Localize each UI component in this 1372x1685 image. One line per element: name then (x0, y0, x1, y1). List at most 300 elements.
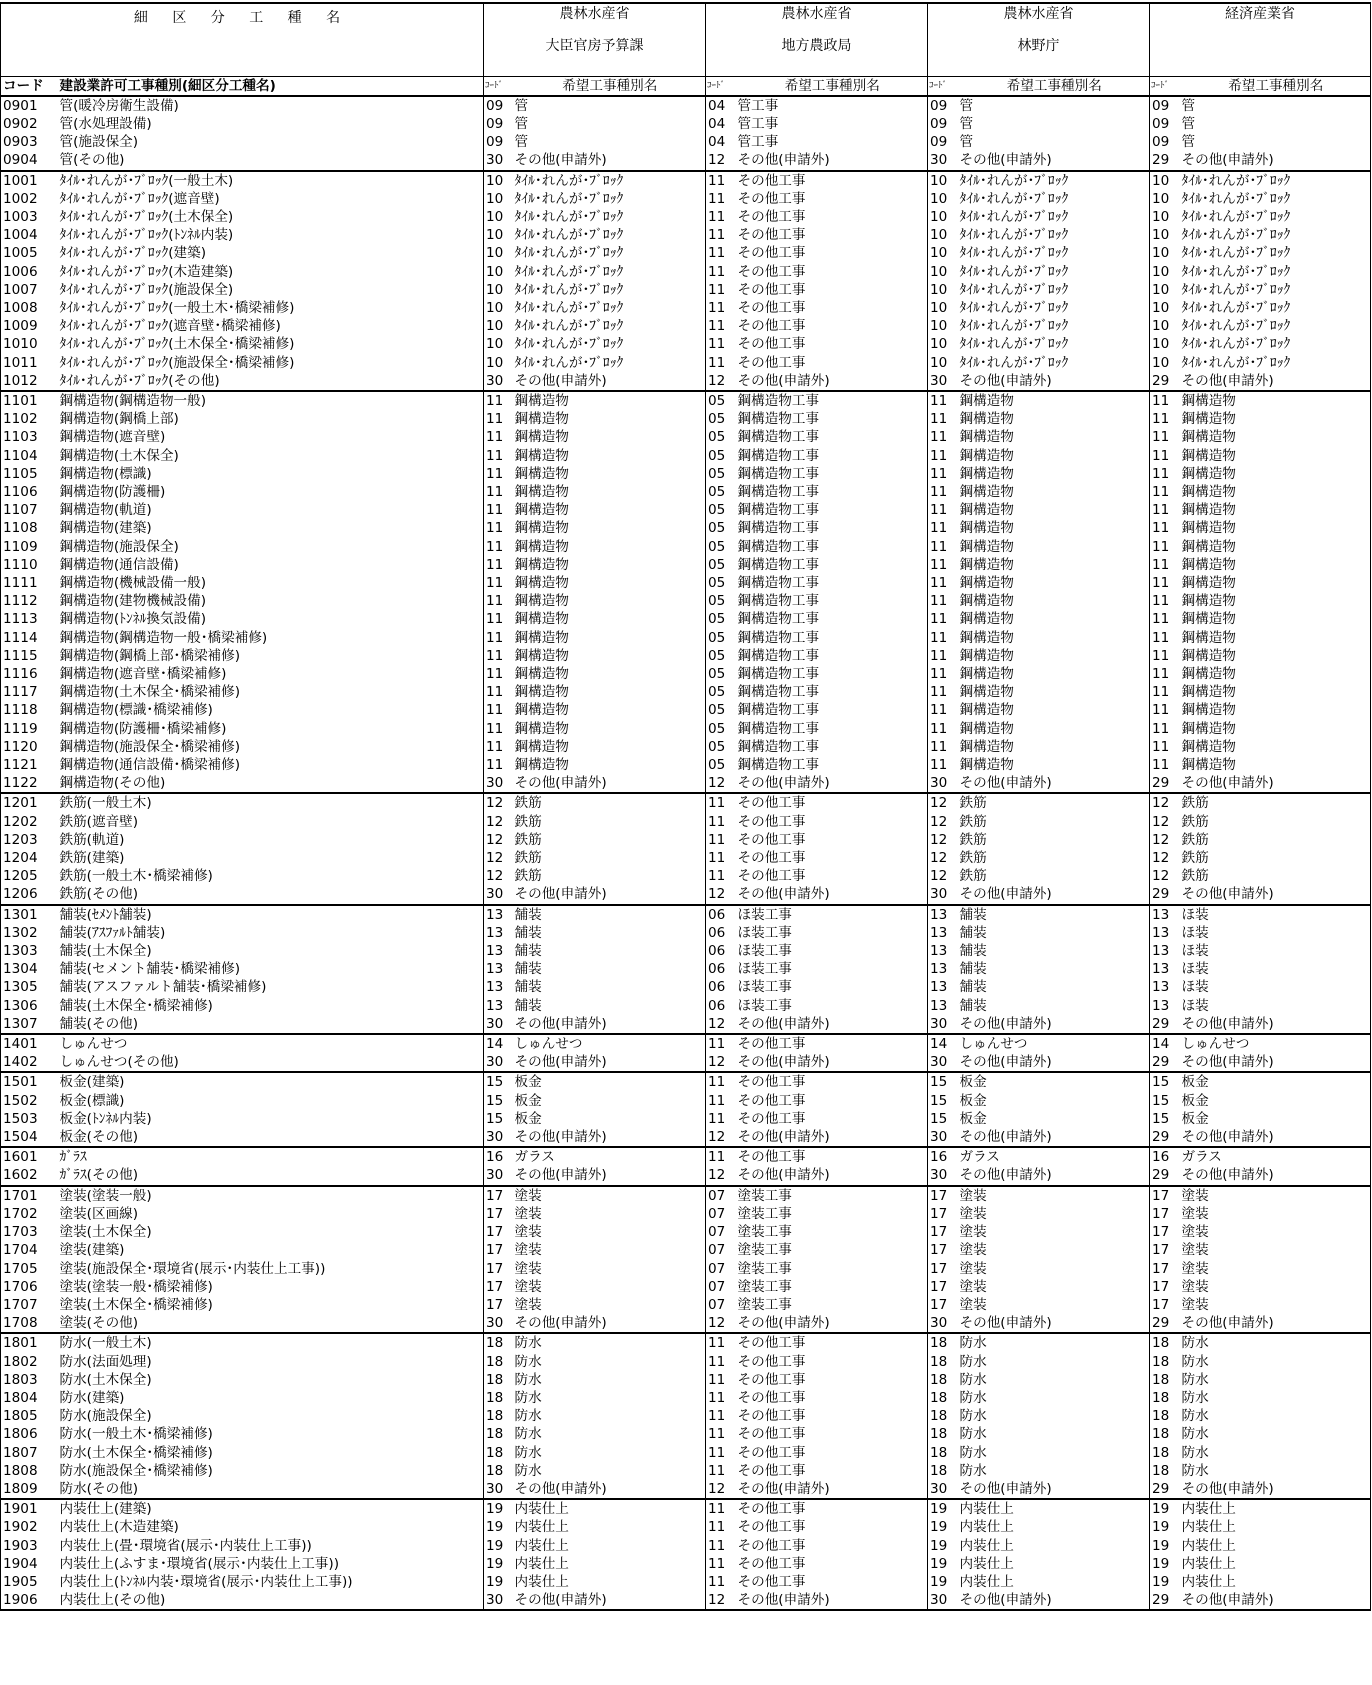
ag3-code: 18 (1150, 1407, 1180, 1425)
ag3-wish-type: ほ装 (1180, 997, 1371, 1015)
ag3-wish-type: ほ装 (1180, 978, 1371, 996)
ag0-wish-type: 鉄筋 (513, 813, 706, 831)
ag3-wish-type: 塗装 (1180, 1296, 1371, 1314)
ag2-code: 17 (928, 1205, 958, 1223)
ag2-code: 18 (928, 1371, 958, 1389)
table-row (1, 428, 1371, 446)
row-code: 1104 (1, 447, 58, 465)
ag1-code: 07 (706, 1278, 736, 1296)
row-license-type: 防水(施設保全･橋梁補修) (58, 1462, 484, 1480)
agency-header-0 (484, 3, 706, 76)
ag3-code: 10 (1150, 317, 1180, 335)
row-license-type: 舗装(土木保全･橋梁補修) (58, 997, 484, 1015)
table-row (1, 391, 1371, 410)
table-body (1, 3, 1371, 1610)
row-license-type: 鋼構造物(標識･橋梁補修) (58, 701, 484, 719)
row-license-type: 鋼構造物(土木保全) (58, 447, 484, 465)
row-license-type: ﾀｲﾙ･れんが･ﾌﾞﾛｯｸ(木造建築) (58, 263, 484, 281)
ag0-code: 10 (484, 317, 513, 335)
ag0-code: 30 (484, 1480, 513, 1499)
row-code: 1501 (1, 1072, 58, 1091)
ag2-code: 13 (928, 942, 958, 960)
ag0-wish-type: その他(申請外) (513, 1314, 706, 1333)
ag2-wish-type: 板金 (958, 1072, 1150, 1091)
ag0-code: 17 (484, 1241, 513, 1259)
ag3-wish-type: その他(申請外) (1180, 372, 1371, 391)
table-row (1, 885, 1371, 904)
ag2-code: 18 (928, 1407, 958, 1425)
row-license-type: 鋼構造物(鋼橋上部･橋梁補修) (58, 647, 484, 665)
ag1-code: 12 (706, 774, 736, 793)
ag2-wish-type: 鋼構造物 (958, 683, 1150, 701)
ag2-code: 11 (928, 501, 958, 519)
ag1-wish-type: その他工事 (736, 813, 928, 831)
ag0-code: 11 (484, 483, 513, 501)
ag3-code: 11 (1150, 665, 1180, 683)
ag3-wish-type: 鋼構造物 (1180, 428, 1371, 446)
ag3-wish-type: 防水 (1180, 1353, 1371, 1371)
ag2-wish-type: 塗装 (958, 1205, 1150, 1223)
ag0-code: 11 (484, 428, 513, 446)
ag1-code: 05 (706, 592, 736, 610)
ag2-wish-type: ﾀｲﾙ･れんが･ﾌﾞﾛｯｸ (958, 317, 1150, 335)
ag0-code: 18 (484, 1462, 513, 1480)
row-license-type: ﾀｲﾙ･れんが･ﾌﾞﾛｯｸ(建築) (58, 244, 484, 262)
ag2-wish-type: 鉄筋 (958, 849, 1150, 867)
ag2-wish-type: 鋼構造物 (958, 647, 1150, 665)
ag0-wish-type: 鋼構造物 (513, 538, 706, 556)
ag3-code: 18 (1150, 1425, 1180, 1443)
table-row (1, 335, 1371, 353)
ag1-wish-type: その他(申請外) (736, 151, 928, 170)
table-row (1, 1555, 1371, 1573)
ag3-code: 19 (1150, 1537, 1180, 1555)
ag1-code: 06 (706, 905, 736, 924)
ag0-wish-type: その他(申請外) (513, 1166, 706, 1185)
ag2-code: 10 (928, 317, 958, 335)
ag2-wish-type: ﾀｲﾙ･れんが･ﾌﾞﾛｯｸ (958, 208, 1150, 226)
ag3-code: 13 (1150, 905, 1180, 924)
agency-header-1 (706, 3, 928, 76)
ag1-code: 11 (706, 171, 736, 190)
ag3-wish-type: 防水 (1180, 1407, 1371, 1425)
row-license-type: 舗装(土木保全) (58, 942, 484, 960)
ag1-wish-type: その他工事 (736, 793, 928, 812)
ag2-wish-type: 防水 (958, 1444, 1150, 1462)
table-row (1, 1537, 1371, 1555)
ag3-wish-type: その他(申請外) (1180, 774, 1371, 793)
row-code: 1701 (1, 1186, 58, 1205)
ag3-wish-type: 塗装 (1180, 1241, 1371, 1259)
table-row (1, 1389, 1371, 1407)
ag0-wish-type: 鋼構造物 (513, 683, 706, 701)
ag3-code: 17 (1150, 1278, 1180, 1296)
row-license-type: ﾀｲﾙ･れんが･ﾌﾞﾛｯｸ(その他) (58, 372, 484, 391)
table-row (1, 738, 1371, 756)
table-row (1, 1110, 1371, 1128)
ag0-wish-type: 防水 (513, 1407, 706, 1425)
ag2-wish-type: 防水 (958, 1353, 1150, 1371)
ag0-code: 15 (484, 1110, 513, 1128)
row-license-type: 塗装(塗装一般･橋梁補修) (58, 1278, 484, 1296)
ag0-wish-type: ﾀｲﾙ･れんが･ﾌﾞﾛｯｸ (513, 299, 706, 317)
ag3-wish-type: 内装仕上 (1180, 1518, 1371, 1536)
ag0-wish-type: 板金 (513, 1110, 706, 1128)
ag2-wish-type: 鋼構造物 (958, 610, 1150, 628)
ag2-wish-type: 防水 (958, 1333, 1150, 1352)
ag1-code: 05 (706, 665, 736, 683)
ag1-wish-type: 塗装工事 (736, 1186, 928, 1205)
row-code: 1503 (1, 1110, 58, 1128)
ag3-code: 29 (1150, 372, 1180, 391)
ag2-code: 11 (928, 519, 958, 537)
table-row (1, 610, 1371, 628)
ag0-code: 17 (484, 1278, 513, 1296)
ag3-wish-type: ﾀｲﾙ･れんが･ﾌﾞﾛｯｸ (1180, 171, 1371, 190)
ag0-wish-type: その他(申請外) (513, 1128, 706, 1147)
ag1-wish-type: ほ装工事 (736, 905, 928, 924)
ag1-code: 04 (706, 96, 736, 115)
ag2-wish-type: その他(申請外) (958, 885, 1150, 904)
ag0-wish-type: 鋼構造物 (513, 483, 706, 501)
row-code: 1118 (1, 701, 58, 719)
ag1-code: 06 (706, 942, 736, 960)
row-license-type: ﾀｲﾙ･れんが･ﾌﾞﾛｯｸ(遮音壁･橋梁補修) (58, 317, 484, 335)
ag0-code: 11 (484, 738, 513, 756)
ag0-wish-type: 鋼構造物 (513, 410, 706, 428)
wish-type-column-header: 希望工事種別名 (513, 76, 706, 96)
ag2-code: 30 (928, 774, 958, 793)
ag3-wish-type: 鋼構造物 (1180, 538, 1371, 556)
ag2-wish-type: 鋼構造物 (958, 519, 1150, 537)
row-license-type: 内装仕上(建築) (58, 1499, 484, 1518)
ag2-wish-type: 鋼構造物 (958, 720, 1150, 738)
ag0-code: 30 (484, 1314, 513, 1333)
ag0-code: 10 (484, 281, 513, 299)
table-row (1, 665, 1371, 683)
ag0-code: 30 (484, 1015, 513, 1034)
ag0-wish-type: 塗装 (513, 1186, 706, 1205)
ag1-wish-type: その他工事 (736, 1353, 928, 1371)
ag1-code: 11 (706, 1333, 736, 1352)
row-license-type: 塗装(その他) (58, 1314, 484, 1333)
table-row (1, 629, 1371, 647)
ag2-wish-type: ﾀｲﾙ･れんが･ﾌﾞﾛｯｸ (958, 171, 1150, 190)
ag0-wish-type: 鋼構造物 (513, 756, 706, 774)
ag0-code: 10 (484, 335, 513, 353)
ag1-wish-type: 鋼構造物工事 (736, 574, 928, 592)
agency-header-3 (1150, 3, 1371, 76)
ag2-code: 18 (928, 1333, 958, 1352)
ag3-wish-type: 鉄筋 (1180, 813, 1371, 831)
ag3-code: 14 (1150, 1034, 1180, 1053)
ag2-code: 11 (928, 538, 958, 556)
row-code: 1114 (1, 629, 58, 647)
ag2-wish-type: 鋼構造物 (958, 410, 1150, 428)
ag3-wish-type: 鋼構造物 (1180, 501, 1371, 519)
ag0-wish-type: 鉄筋 (513, 793, 706, 812)
ag3-wish-type: 防水 (1180, 1425, 1371, 1443)
ag0-code: 13 (484, 924, 513, 942)
ag0-wish-type: 鋼構造物 (513, 574, 706, 592)
table-row (1, 1278, 1371, 1296)
ag2-code: 10 (928, 281, 958, 299)
ag0-wish-type: 鋼構造物 (513, 428, 706, 446)
ag1-code: 11 (706, 1537, 736, 1555)
table-row (1, 1186, 1371, 1205)
ag2-wish-type: 舗装 (958, 924, 1150, 942)
ag3-code: 11 (1150, 756, 1180, 774)
ag1-code: 11 (706, 867, 736, 885)
row-license-type: 内装仕上(ﾄﾝﾈﾙ内装･環境省(展示･内装仕上工事)) (58, 1573, 484, 1591)
ag0-code: 10 (484, 299, 513, 317)
ag1-wish-type: その他工事 (736, 1333, 928, 1352)
ag3-code: 15 (1150, 1092, 1180, 1110)
table-row (1, 317, 1371, 335)
row-code: 1202 (1, 813, 58, 831)
table-row (1, 1260, 1371, 1278)
ag2-code: 17 (928, 1186, 958, 1205)
ag3-wish-type: 板金 (1180, 1110, 1371, 1128)
ag0-wish-type: その他(申請外) (513, 1015, 706, 1034)
row-license-type: 板金(標識) (58, 1092, 484, 1110)
ag3-code: 10 (1150, 190, 1180, 208)
ag3-wish-type: 防水 (1180, 1462, 1371, 1480)
ag2-code: 12 (928, 867, 958, 885)
ag1-code: 05 (706, 447, 736, 465)
ag1-wish-type: 鋼構造物工事 (736, 501, 928, 519)
table-row (1, 354, 1371, 372)
ag3-code: 18 (1150, 1444, 1180, 1462)
ag2-wish-type: 舗装 (958, 905, 1150, 924)
ag1-wish-type: ほ装工事 (736, 997, 928, 1015)
table-row (1, 1573, 1371, 1591)
table-row (1, 1444, 1371, 1462)
ag0-wish-type: 鋼構造物 (513, 610, 706, 628)
row-license-type: 鋼構造物(鋼構造物一般･橋梁補修) (58, 629, 484, 647)
ag1-wish-type: 鋼構造物工事 (736, 428, 928, 446)
ag1-wish-type: その他工事 (736, 1407, 928, 1425)
row-code: 1502 (1, 1092, 58, 1110)
row-code: 1901 (1, 1499, 58, 1518)
ag2-code: 12 (928, 831, 958, 849)
ag3-wish-type: 鋼構造物 (1180, 720, 1371, 738)
ag2-code: 19 (928, 1573, 958, 1591)
ag2-wish-type: 鋼構造物 (958, 556, 1150, 574)
ag0-code: 30 (484, 1128, 513, 1147)
ag0-code: 11 (484, 538, 513, 556)
ag3-wish-type: 管 (1180, 115, 1371, 133)
ag1-wish-type: 鋼構造物工事 (736, 610, 928, 628)
agency-bureau: 大臣官房予算課 (545, 38, 644, 54)
ag2-code: 15 (928, 1092, 958, 1110)
ag2-code: 10 (928, 263, 958, 281)
ag2-wish-type: 鉄筋 (958, 867, 1150, 885)
ag0-wish-type: ﾀｲﾙ･れんが･ﾌﾞﾛｯｸ (513, 335, 706, 353)
ag2-wish-type: 鋼構造物 (958, 483, 1150, 501)
ag2-code: 13 (928, 960, 958, 978)
ag3-code: 15 (1150, 1072, 1180, 1091)
ag2-code: 18 (928, 1389, 958, 1407)
ag0-wish-type: 防水 (513, 1389, 706, 1407)
ag1-code: 11 (706, 190, 736, 208)
ag3-code: 11 (1150, 610, 1180, 628)
wish-type-column-header: 希望工事種別名 (736, 76, 928, 96)
ag0-code: 09 (484, 115, 513, 133)
ag3-wish-type: その他(申請外) (1180, 1166, 1371, 1185)
row-code: 1201 (1, 793, 58, 812)
ag0-code: 15 (484, 1092, 513, 1110)
ag2-code: 11 (928, 483, 958, 501)
ag2-wish-type: ﾀｲﾙ･れんが･ﾌﾞﾛｯｸ (958, 335, 1150, 353)
row-code: 0901 (1, 96, 58, 115)
ag0-wish-type: 防水 (513, 1462, 706, 1480)
ag2-wish-type: 管 (958, 96, 1150, 115)
row-license-type: 内装仕上(木造建築) (58, 1518, 484, 1536)
ag3-code: 19 (1150, 1518, 1180, 1536)
row-license-type: 舗装(その他) (58, 1015, 484, 1034)
row-license-type: しゅんせつ (58, 1034, 484, 1053)
ag0-wish-type: 舗装 (513, 960, 706, 978)
table-row (1, 501, 1371, 519)
ag2-wish-type: 舗装 (958, 997, 1150, 1015)
ag3-code: 11 (1150, 428, 1180, 446)
ag2-wish-type: ﾀｲﾙ･れんが･ﾌﾞﾛｯｸ (958, 263, 1150, 281)
agency-bureau: 林野庁 (1017, 38, 1060, 54)
row-code: 1103 (1, 428, 58, 446)
ag3-wish-type: その他(申請外) (1180, 1053, 1371, 1072)
ag0-wish-type: 舗装 (513, 997, 706, 1015)
ag2-wish-type: 塗装 (958, 1296, 1150, 1314)
ag2-code: 10 (928, 190, 958, 208)
table-row (1, 978, 1371, 996)
ag1-code: 05 (706, 738, 736, 756)
ag1-wish-type: その他工事 (736, 1518, 928, 1536)
row-license-type: 板金(ﾄﾝﾈﾙ内装) (58, 1110, 484, 1128)
ag3-wish-type: 鋼構造物 (1180, 391, 1371, 410)
ag3-wish-type: 塗装 (1180, 1260, 1371, 1278)
ag0-code: 16 (484, 1147, 513, 1166)
ag0-wish-type: ﾀｲﾙ･れんが･ﾌﾞﾛｯｸ (513, 244, 706, 262)
row-code: 1806 (1, 1425, 58, 1443)
row-license-type: 鋼構造物(防護柵･橋梁補修) (58, 720, 484, 738)
row-license-type: 鉄筋(軌道) (58, 831, 484, 849)
ag0-wish-type: 鋼構造物 (513, 720, 706, 738)
ag1-wish-type: その他工事 (736, 1110, 928, 1128)
kd-column-header: ｺｰﾄﾞ (928, 76, 958, 96)
ag3-wish-type: ﾀｲﾙ･れんが･ﾌﾞﾛｯｸ (1180, 244, 1371, 262)
ag0-wish-type: 防水 (513, 1371, 706, 1389)
ag1-wish-type: 塗装工事 (736, 1296, 928, 1314)
table-title: 細 区 分 工 種 名 (133, 10, 351, 26)
ag1-wish-type: ほ装工事 (736, 960, 928, 978)
ag1-code: 11 (706, 1072, 736, 1091)
ag3-wish-type: 板金 (1180, 1072, 1371, 1091)
ag3-code: 10 (1150, 263, 1180, 281)
ag2-code: 17 (928, 1223, 958, 1241)
header-row-columns (1, 76, 1371, 96)
table-row (1, 171, 1371, 190)
ag0-code: 19 (484, 1518, 513, 1536)
ag3-wish-type: その他(申請外) (1180, 151, 1371, 170)
ag2-code: 11 (928, 629, 958, 647)
ag2-wish-type: 板金 (958, 1110, 1150, 1128)
ag0-code: 30 (484, 1591, 513, 1610)
row-license-type: 管(暖冷房衛生設備) (58, 96, 484, 115)
ag3-wish-type: 内装仕上 (1180, 1573, 1371, 1591)
table-row (1, 1015, 1371, 1034)
ag0-code: 30 (484, 774, 513, 793)
row-license-type: 鋼構造物(機械設備一般) (58, 574, 484, 592)
ag3-code: 09 (1150, 133, 1180, 151)
row-license-type: 管(施設保全) (58, 133, 484, 151)
row-code: 1203 (1, 831, 58, 849)
ag1-wish-type: その他工事 (736, 1573, 928, 1591)
ag0-wish-type: その他(申請外) (513, 372, 706, 391)
row-license-type: 舗装(ｱｽﾌｧﾙﾄ舗装) (58, 924, 484, 942)
ag0-code: 12 (484, 813, 513, 831)
ag0-wish-type: 塗装 (513, 1241, 706, 1259)
table-row (1, 556, 1371, 574)
ag3-code: 17 (1150, 1205, 1180, 1223)
ag1-wish-type: その他工事 (736, 263, 928, 281)
ag3-code: 12 (1150, 793, 1180, 812)
ag3-code: 18 (1150, 1462, 1180, 1480)
ag2-wish-type: その他(申請外) (958, 372, 1150, 391)
ag2-code: 17 (928, 1296, 958, 1314)
ag3-wish-type: その他(申請外) (1180, 1314, 1371, 1333)
ag0-code: 11 (484, 391, 513, 410)
ag2-code: 10 (928, 335, 958, 353)
ag0-wish-type: 鋼構造物 (513, 629, 706, 647)
ag2-wish-type: 鉄筋 (958, 793, 1150, 812)
ag1-wish-type: 鋼構造物工事 (736, 683, 928, 701)
ag2-code: 13 (928, 997, 958, 1015)
row-code: 1302 (1, 924, 58, 942)
ag1-code: 05 (706, 538, 736, 556)
kd-column-header: ｺｰﾄﾞ (1150, 76, 1180, 96)
row-code: 1111 (1, 574, 58, 592)
ag2-wish-type: 塗装 (958, 1223, 1150, 1241)
row-code: 1101 (1, 391, 58, 410)
table-row (1, 281, 1371, 299)
ag1-code: 05 (706, 574, 736, 592)
ag3-code: 11 (1150, 447, 1180, 465)
row-license-type: 防水(土木保全･橋梁補修) (58, 1444, 484, 1462)
ag3-code: 13 (1150, 924, 1180, 942)
ag3-wish-type: 内装仕上 (1180, 1499, 1371, 1518)
ag1-wish-type: その他工事 (736, 317, 928, 335)
ag0-wish-type: 鋼構造物 (513, 519, 706, 537)
ag3-code: 18 (1150, 1371, 1180, 1389)
ag3-wish-type: ﾀｲﾙ･れんが･ﾌﾞﾛｯｸ (1180, 190, 1371, 208)
row-license-type: 板金(その他) (58, 1128, 484, 1147)
ag2-code: 30 (928, 151, 958, 170)
row-license-type: ﾀｲﾙ･れんが･ﾌﾞﾛｯｸ(施設保全) (58, 281, 484, 299)
ag1-code: 05 (706, 483, 736, 501)
table-row (1, 924, 1371, 942)
ag1-code: 06 (706, 978, 736, 996)
ag1-code: 05 (706, 428, 736, 446)
ag2-wish-type: 防水 (958, 1425, 1150, 1443)
ag0-code: 11 (484, 410, 513, 428)
ag3-wish-type: 鋼構造物 (1180, 665, 1371, 683)
ag1-code: 11 (706, 263, 736, 281)
row-code: 1804 (1, 1389, 58, 1407)
ag2-wish-type: 塗装 (958, 1278, 1150, 1296)
ag2-wish-type: 内装仕上 (958, 1518, 1150, 1536)
row-license-type: 鋼構造物(軌道) (58, 501, 484, 519)
